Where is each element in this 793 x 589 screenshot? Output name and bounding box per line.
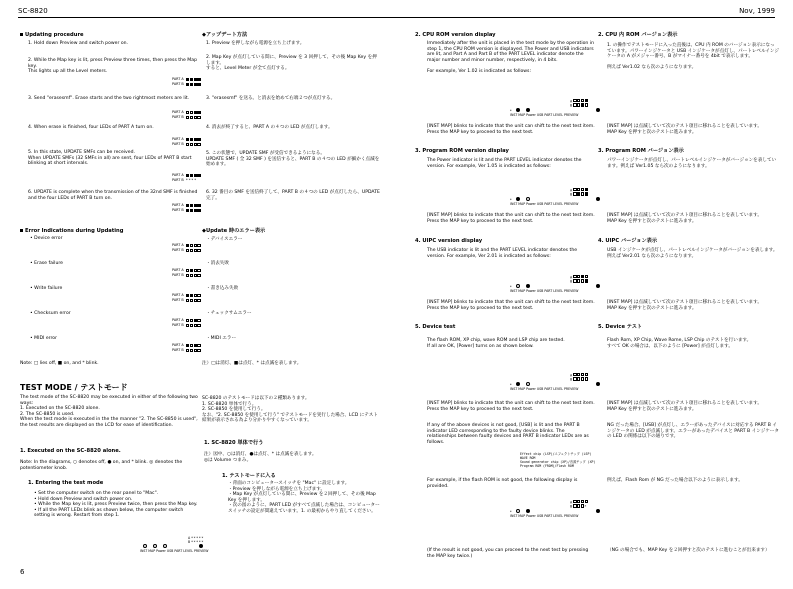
panel-diagram-uipc: A B * INST MAP Power USB PART LEVEL PREVIEW <box>510 275 603 293</box>
sec4-after: [INST MAP] blinks to indicate that the unit can shift to the next test item. Press the MAP key to proceed to the next test. <box>427 300 595 311</box>
device-tree: Effect chip (LSP)/エフェクトチップ (LSP) WAVE ROM Sound generator chip (XP)/音源チップ (XP) Program ROM (FROM)/Flash ROM <box>520 452 596 468</box>
jp-error-title: ◆Update 時のエラー表示 <box>202 228 266 234</box>
panel-diagram-cpu: A B * INST MAP Power USB PART LEVEL PREVIEW <box>510 99 603 117</box>
error-erase: • Erase failure <box>30 261 63 266</box>
led-step4: PART A PART B <box>172 137 201 147</box>
jp-sec2-title: 2. CPU 内 ROM バージョン表示 <box>598 32 678 38</box>
jp-enter-steps: ・背面のコンピュータースイッチを "Mac" に設定します。 ・Preview を押しながら電源を立ち上げます。 ・Map Key が点灯している間に、Preview を２回押して、その後 Map Key を押します。 ・次の図のように、PART LED がすべて点滅した場合は、コンピュータースイッチの設定が間違えています。1. の最初からやり直してください。 <box>228 481 380 514</box>
sec2-after: [INST MAP] blinks to indicate that the unit can shift to the next test item. Press the MAP key to proceed to the next test. <box>427 124 595 135</box>
sec5-flash: For example, if the flash ROM is not good, the following display is provided. <box>427 478 578 489</box>
sec2-title: 2. CPU ROM version display <box>415 32 496 38</box>
jp-enter-title: 1. テストモードに入る <box>222 473 276 479</box>
jp-error-0: ・デバイスエラー <box>206 237 243 242</box>
step-6: 6. UPDATE is complete when the transmission of the 32nd SMF is finished and the four LEDs of PART B turn on. <box>28 190 198 201</box>
led-err-erase: PART A PART B <box>172 268 201 278</box>
jp-sec5-text: Flash Rom, XP Chip, Wave Rome, LSP Chip のテストを行います。 すべて OK の場合は、以下のように [Power] が点灯します。 <box>607 338 752 349</box>
led-err-device: PART A PART B <box>172 243 201 253</box>
note-left: Note: □ lies off, ■ on, and * blink. <box>20 361 99 366</box>
jp-error-2: ・書き込み失敗 <box>206 286 239 291</box>
header-rule <box>18 17 775 18</box>
jp-sec3-text: パワーインジケータが点灯し、パートレベルインジケータがバージョンを表しています。例えば Ver1.05 なら次のようになります。 <box>607 158 777 169</box>
sec4-title: 4. UIPC version display <box>415 238 483 244</box>
jp-exec-note: 注）図中、○は消灯、●は点灯、* は点滅を表します。 ◎は Volume つまみ。 <box>204 452 317 463</box>
sec3-text: The Power indicator is lit and the PART LEVEL indicator denotes the version. For example, Ver 1.05 is indicated as follows: <box>427 158 582 169</box>
step-4: 4. When erase is finished, four LEDs of PART A turn on. <box>28 125 154 130</box>
led-step3: PART A PART B <box>172 110 201 120</box>
error-midi: • MIDI error <box>30 336 57 341</box>
sec5-end: (If the result is not good, you can proceed to the next test by pressing the MAP key twice.) <box>427 548 589 559</box>
enter-steps: • Set the computer switch on the rear panel to "Mac". • Hold down Preview and switch power on. • While the Map key is lit, press Preview twice, then press the Map key. • If all the PART LEDs blink as shown below, the computer switch setting is wrong. Restart from step 1. <box>34 491 198 519</box>
error-device: • Device error <box>30 236 63 241</box>
sec5-ng: If any of the above devices is not good, [USB] is lit and the PART B indicator LED corresponding to the faulty device blinks. The relationships between faulty devices and PART B indicator LEDs are as follows. <box>427 423 589 445</box>
jp-error-1: ・消去失敗 <box>206 261 229 266</box>
jp-sec2-text: 1. の操作でテストモードに入った直後は、CPU 内 ROM のバージョン表示になっています。パワーインジケータと USB インジケータが点灯し、パートレベルインジケータの A がメジャー番号、B がマイナー番号を 4bit で表示します。 例えば Ver1.02 なら次のようになります。 <box>607 43 780 71</box>
jp-note: 注）□は消灯、■は点灯、* は点滅を表します。 <box>202 361 302 366</box>
enter-title: 1. Entering the test mode <box>28 480 104 486</box>
led-step2: PART A PART B <box>172 77 201 87</box>
led-err-write: PART A PART B <box>172 293 201 303</box>
jp-step-1: 1. Preview を押しながら電源を立ち上げます。 <box>206 41 305 46</box>
jp-error-4: ・MIDI エラー <box>206 336 237 341</box>
left-column <box>20 32 198 38</box>
test-mode-title: TEST MODE / テストモード <box>20 383 128 392</box>
led-err-checksum: PART A PART B <box>172 318 201 328</box>
page-number: 6 <box>20 568 25 576</box>
sec5-text: The flash ROM, XP chip, wave ROM and LSP chip are tested. If all are OK, [Power] turns on as shown below. <box>427 338 565 349</box>
error-checksum: • Checksum error <box>30 311 71 316</box>
header-date: Nov, 1999 <box>739 7 775 15</box>
step-2: 2. While the Map key is lit, press Preview three times, then press the Map key. This lights up all the Level meters. <box>28 58 197 75</box>
updating-title: Updating procedure <box>20 32 198 38</box>
jp-sec5-flash: 例えば、Flash Rom が NG だった場合以下のように表示します。 <box>607 478 743 483</box>
jp-sec4-title: 4. UIPC バージョン表示 <box>598 238 658 244</box>
led-step5: PART A PART B * * * * <box>172 173 201 183</box>
step-3: 3. Send "erasesmf". Erase starts and the two rightmost meters are lit. <box>28 96 190 101</box>
jp-step-4: 4. 消去が終了すると、PART A の４つの LED が点灯します。 <box>206 125 333 130</box>
error-title: Error Indications during Updating <box>20 228 123 234</box>
sec3-after: [INST MAP] blinks to indicate that the unit can shift to the next test item. Press the MAP key to proceed to the next test. <box>427 213 595 224</box>
led-err-midi: PART A PART B <box>172 343 201 353</box>
sec4-text: The USB indicator is lit and the PART LEVEL indicator denotes the version. For example, Ver 2.01 is indicated as follows: <box>427 248 578 259</box>
test-intro: The test mode of the SC-8820 may be executed in either of the following two ways: 1. Executed on the SC-8820 alone. 2. The SC-8850 is used. When the test mode is executed in the the manner "2. The SC-8850 is used", the test results are displayed on the LCD for ease of identification. <box>20 395 198 428</box>
sec5-title: 5. Device test <box>415 324 456 330</box>
panel-diagram-enter: A * * * * * B * * * * * INST MAP Power USB PART LEVEL PREVIEW <box>140 536 209 553</box>
jp-sec4-text: USB インジケータが点灯し、パートレベルインジケータがバージョンを表します。例えば Ver2.01 なら次のようになります。 <box>607 248 778 259</box>
led-step6: PART A PART B <box>172 203 201 213</box>
jp-step-6: 6. 32 番目の SMF を送信終了して、PART B の４つの LED が点灯したら、UPDATE 完了。 <box>206 190 380 201</box>
header-model: SC-8820 <box>18 7 48 15</box>
jp-error-3: ・チェックサムエラー <box>206 311 252 316</box>
jp-step-3: 3. "erasesmf" を送る。と消去を始めて右端２つが点灯する。 <box>206 96 336 101</box>
panel-diagram-device: A B * INST MAP Power USB PART LEVEL PREVIEW <box>510 373 603 391</box>
jp-test-intro: SC-8820 のテストモードは以下の２種類あります。 1. SC-8820 単体で行う。 2. SC-8850 を使用して行う。 なお、"2. SC-8850 を使用して行う" でテストモードを実行した場合、LCD にテスト結果が表示される為より分かりやすくなっています。 <box>202 396 378 424</box>
jp-sec3-title: 3. Program ROM バージョン表示 <box>598 148 684 154</box>
jp-exec-title: 1. SC-8820 単体で行う <box>204 440 264 446</box>
jp-sec2-after: [INST MAP] は点滅していて次のテスト項目に移れることを表しています。 MAP Key を押すと次のテストに進みます。 <box>607 124 762 135</box>
sec5-after: [INST MAP] blinks to indicate that the unit can shift to the next test item. Press the MAP key to proceed to the next test. <box>427 401 595 412</box>
exec-title: 1. Executed on the SC-8820 alone. <box>20 448 121 454</box>
step-5: 5. In this state, UPDATE SMFs can be received. When UPDATE SMFs (32 SMFs in all) are sent, four LEDs of PART B start blinking at short intervals. <box>28 150 192 167</box>
error-write: • Write failure <box>30 286 63 291</box>
jp-sec4-after: [INST MAP] は点滅していて次のテスト項目に移れることを表しています。 MAP Key を押すと次のテストに進みます。 <box>607 300 762 311</box>
jp-sec5-ng: NG だった場合、[USB] が点灯し、エラーがあったデバイスに対応する PART B インジケータの LED が点滅します。エラーがあったデバイスと PART B インジケータの LED の関係は以下の通りです。 <box>607 423 779 440</box>
exec-note: Note: In the diagrams, ○ denotes off, ● on, and * blink. ◎ denotes the potentiometer knob. <box>20 460 183 471</box>
panel-diagram-flash: A B * * INST MAP Power USB PART LEVEL PREVIEW <box>510 500 603 518</box>
jp-sec5-after: [INST MAP] は点滅していて次のテスト項目に移れることを表しています。 MAP Key を押すと次のテストに進みます。 <box>607 401 762 412</box>
jp-sec3-after: [INST MAP] は点滅していて次のテスト項目に移れることを表しています。 MAP Key を押すと次のテストに進みます。 <box>607 213 762 224</box>
jp-update-title: ◆アップデート方法 <box>202 32 248 38</box>
jp-step-2: 2. Map Key が点灯している間に、Preview を 3 回押して、その後 Map Key を押します。 すると、Level Meter が全て点灯する。 <box>206 55 377 72</box>
jp-sec5-title: 5. Device テスト <box>598 324 643 330</box>
jp-step-5: 5. この状態で、UPDATE SMF が受信できるようになる。 UPDATE SMF ( 全 32 SMF ) を送信すると、PART B の４つの LED が細かく点滅を始めます。 <box>206 151 380 168</box>
sec2-text: Immediately after the unit is placed in the test mode by the operation in step 1, the CPU ROM version is displayed. The Power and USB indicators are lit, and Part A and Part B of the PART LEVEL indicator denote the major number and minor number, respectively, in 4 bits. For example, Ver 1.02 is indicated as follows: <box>427 41 594 74</box>
jp-sec5-end: （NG の場合でも、MAP Key を２回押すと次のテストに進むことが出来ます） <box>607 548 770 553</box>
step-1: 1. Hold down Preview and switch power on. <box>28 41 129 46</box>
sec3-title: 3. Program ROM version display <box>415 148 509 154</box>
panel-diagram-prog: A B * INST MAP Power USB PART LEVEL PREVIEW <box>510 188 603 206</box>
